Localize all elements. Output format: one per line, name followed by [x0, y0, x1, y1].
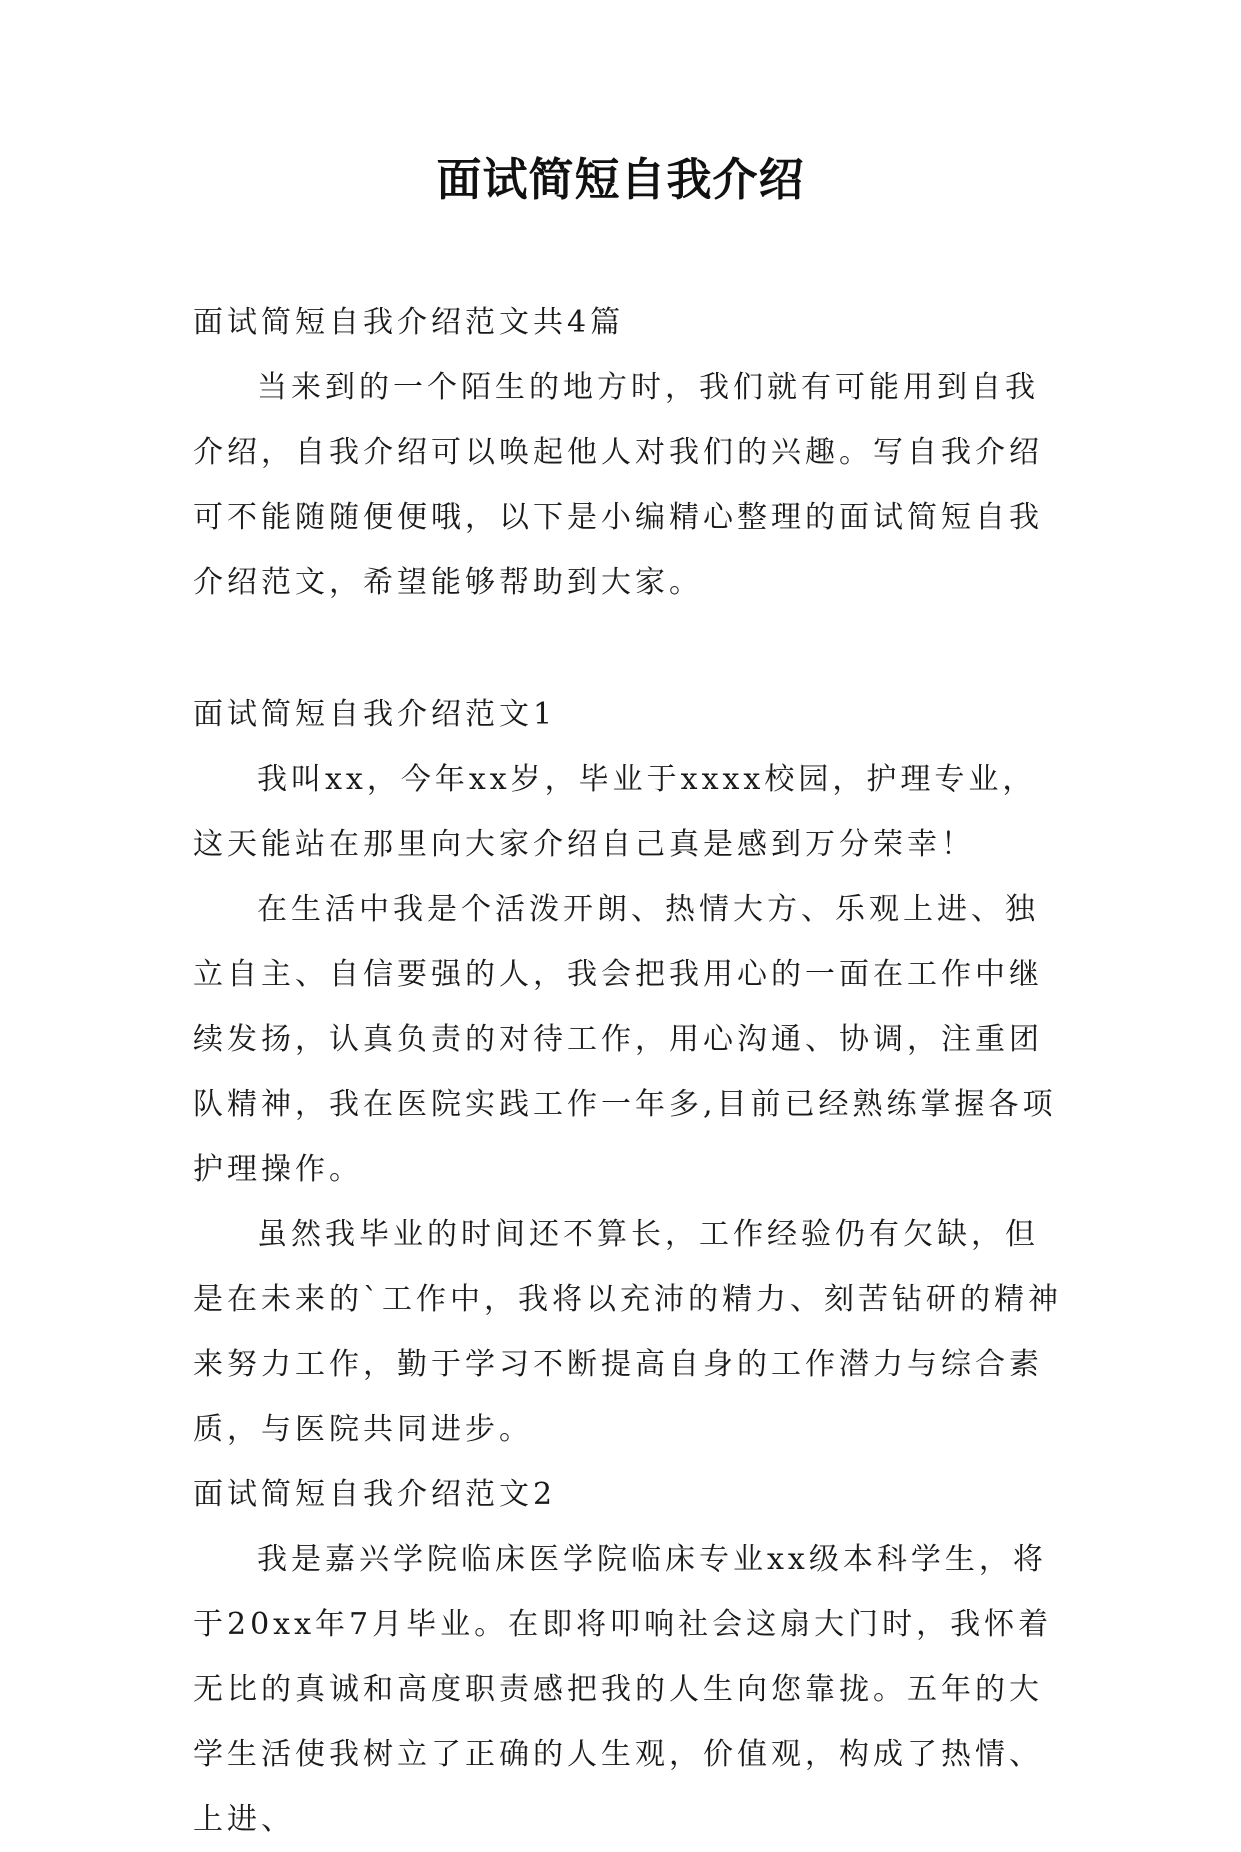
document-title: 面试简短自我介绍 [436, 153, 805, 206]
section-1-paragraph-3: 虽然我毕业的时间还不算长，工作经验仍有欠缺，但是在未来的`工作中，我将以充沛的精力、刻苦钻研的精神来努力工作，勤于学习不断提高自身的工作潜力与综合素质，与医院共同进步。 [193, 1217, 1062, 1447]
section-2-heading: 面试简短自我介绍范文2 [193, 1477, 557, 1512]
intro-heading: 面试简短自我介绍范文共4篇 [193, 305, 625, 340]
section-1-paragraph-2: 在生活中我是个活泼开朗、热情大方、乐观上进、独立自主、自信要强的人，我会把我用心的一面在工作中继续发扬，认真负责的对待工作，用心沟通、协调，注重团队精神，我在医院实践工作一年多,目前已经熟练掌握各项护理操作。 [193, 892, 1057, 1187]
document-body [193, 290, 1063, 1852]
section-2-paragraph-1: 我是嘉兴学院临床医学院临床专业xx级本科学生，将于20xx年7月毕业。在即将叩响社会这扇大门时，我怀着无比的真诚和高度职责感把我的人生向您靠拢。五年的大学生活使我树立了正确的人生观，价值观，构成了热情、上进、 [193, 1542, 1053, 1837]
intro-paragraph: 当来到的一个陌生的地方时，我们就有可能用到自我介绍，自我介绍可以唤起他人对我们的兴趣。写自我介绍可不能随随便便哦，以下是小编精心整理的面试简短自我介绍范文，希望能够帮助到大家。 [193, 370, 1043, 600]
section-1-heading: 面试简短自我介绍范文1 [193, 697, 557, 732]
section-1-paragraph-1: 我叫xx，今年xx岁，毕业于xxxx校园，护理专业，这天能站在那里向大家介绍自己真是感到万分荣幸！ [193, 762, 1037, 862]
